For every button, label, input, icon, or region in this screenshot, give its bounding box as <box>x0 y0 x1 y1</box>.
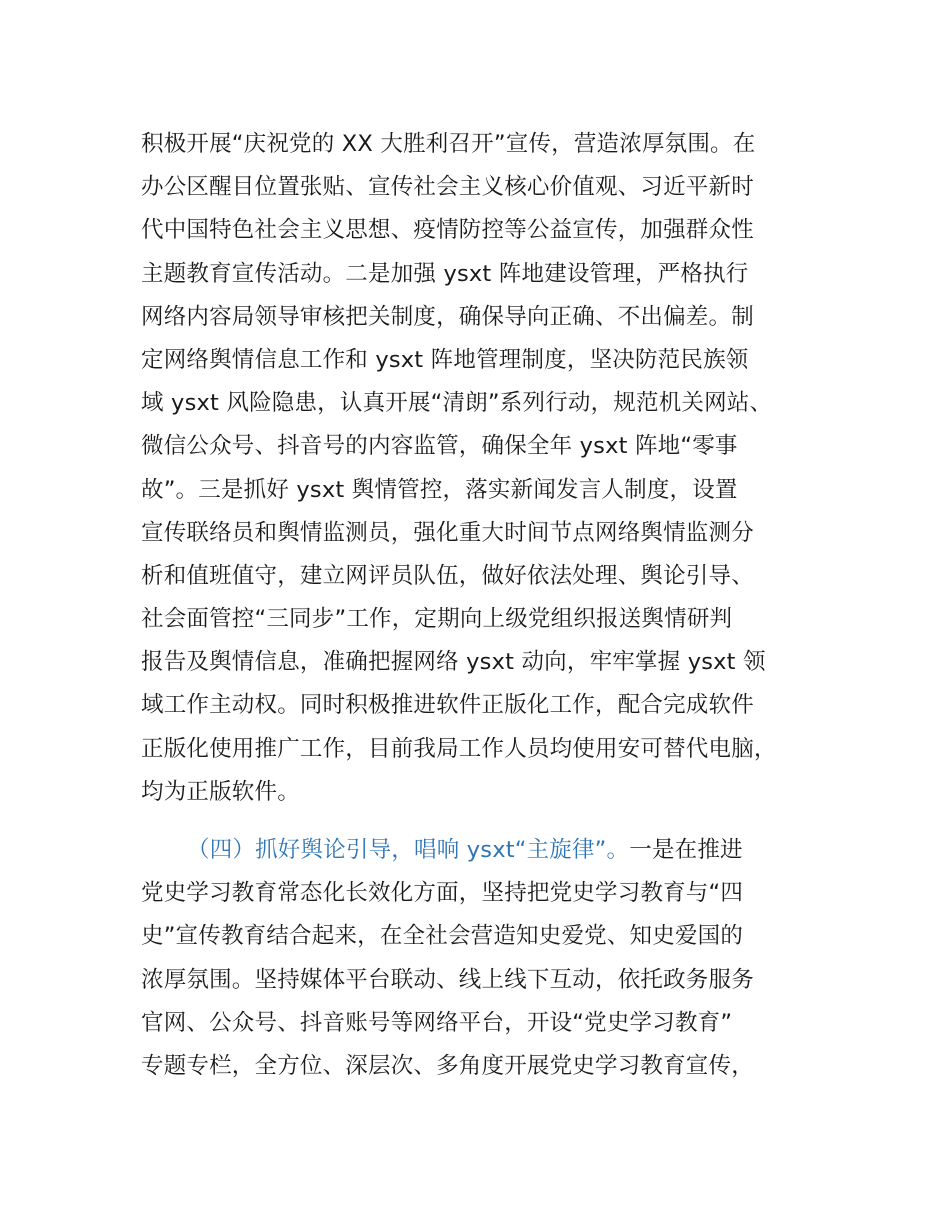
body-paragraph-1 <box>141 123 841 814</box>
text-line: 浓厚氛围。坚持媒体平台联动、线上线下互动，依托政务服务 <box>141 966 754 993</box>
text-line: 史”宣传教育结合起来，在全社会营造知史爱党、知史爱国的 <box>141 923 744 950</box>
text-line: 析和值班值守，建立网评员队伍，做好依法处理、舆论引导、 <box>141 562 754 589</box>
text-line: 主题教育宣传活动。二是加强 ysxt 阵地建设管理，严格执行 <box>141 260 749 287</box>
body-paragraph-2 <box>141 829 841 1088</box>
text-line: 官网、公众号、抖音账号等网络平台，开设“党史学习教育” <box>141 1009 733 1036</box>
text-line: 正版化使用推广工作，目前我局工作人员均使用安可替代电脑， <box>141 735 777 762</box>
text-line: 积极开展“庆祝党的 XX 大胜利召开”宣传，营造浓厚氛围。在 <box>141 131 756 157</box>
heading-line-rest: 一是在推进 <box>629 837 743 863</box>
text-line: 域工作主动权。同时积极推进软件正版化工作，配合完成软件 <box>141 692 754 719</box>
section-heading: （四）抓好舆论引导，唱响 ysxt“主旋律”。 <box>187 837 630 863</box>
text-line: 网络内容局领导审核把关制度，确保导向正确、不出偏差。制 <box>141 303 754 330</box>
text-line: 均为正版软件。 <box>141 778 300 805</box>
text-line: 社会面管控“三同步”工作，定期向上级党组织报送舆情研判 <box>141 606 733 633</box>
text-line: 办公区醒目位置张贴、宣传社会主义核心价值观、习近平新时 <box>141 174 754 201</box>
paragraph-first-line <box>141 829 841 872</box>
text-line: 专题专栏，全方位、深层次、多角度开展党史学习教育宣传， <box>141 1052 754 1079</box>
text-line: 宣传联络员和舆情监测员，强化重大时间节点网络舆情监测分 <box>141 519 754 546</box>
text-line: 故”。三是抓好 ysxt 舆情管控，落实新闻发言人制度，设置 <box>141 476 738 503</box>
text-line: 定网络舆情信息工作和 ysxt 阵地管理制度，坚决防范民族领 <box>141 346 749 373</box>
text-line: 代中国特色社会主义思想、疫情防控等公益宣传，加强群众性 <box>141 217 754 244</box>
text-line: 报告及舆情信息，准确把握网络 ysxt 动向，牢牢掌握 ysxt 领 <box>141 649 766 676</box>
text-line: 微信公众号、抖音号的内容监管，确保全年 ysxt 阵地“零事 <box>141 433 738 460</box>
text-line: 域 ysxt 风险隐患，认真开展“清朗”系列行动，规范机关网站、 <box>141 390 773 417</box>
text-line: 党史学习教育常态化长效化方面，坚持把党史学习教育与“四 <box>141 880 744 907</box>
